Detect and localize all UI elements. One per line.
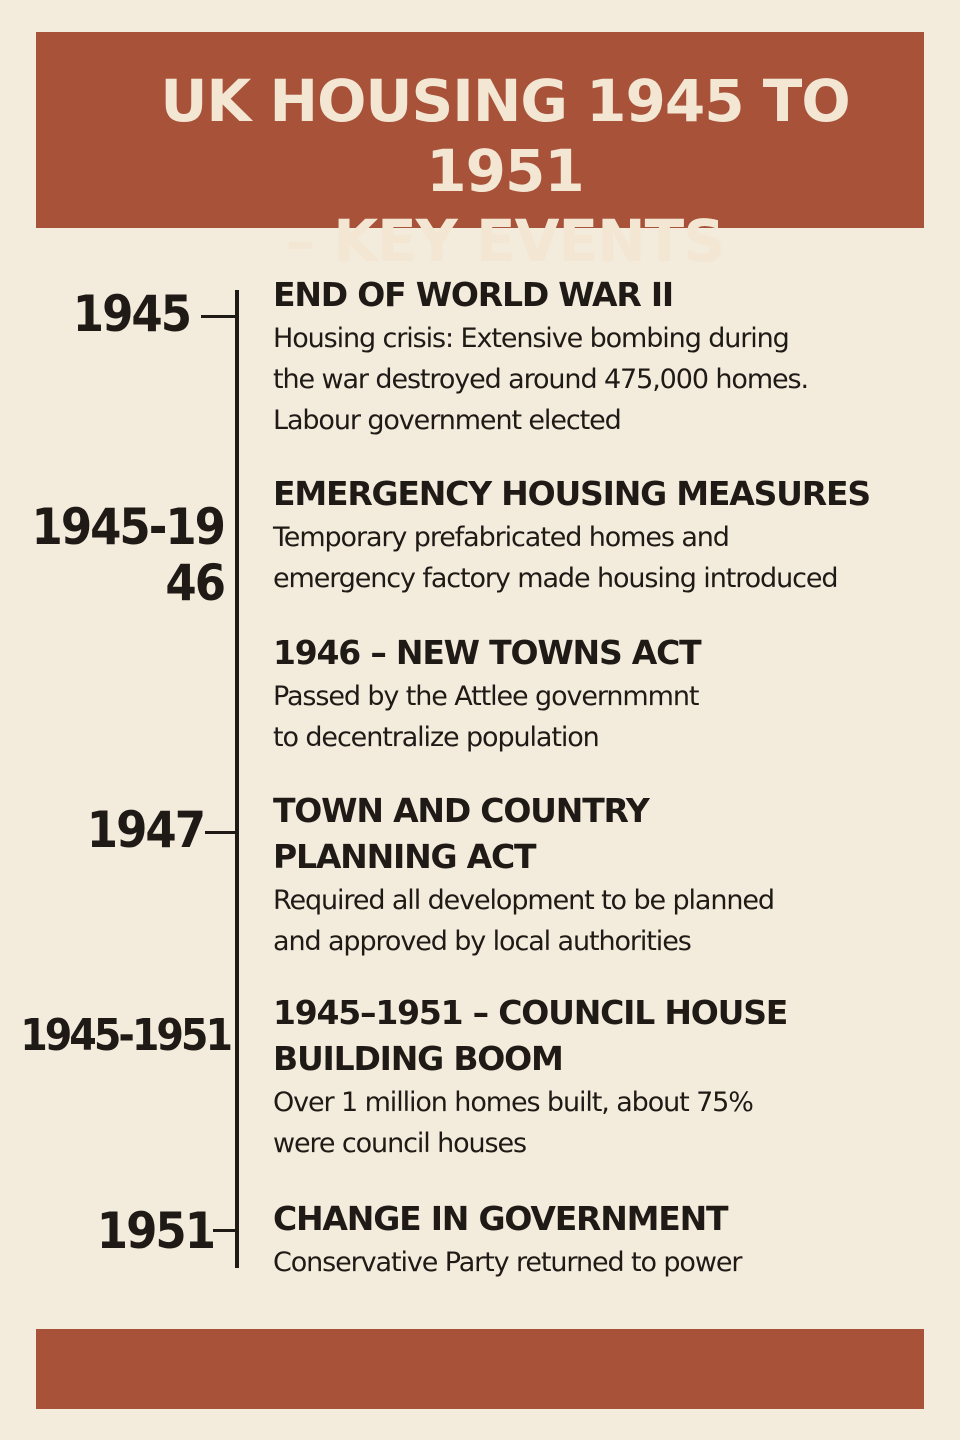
event-title bbox=[273, 990, 923, 1082]
year-label-1945: 1945 bbox=[72, 285, 190, 343]
year-label-1945-1946 bbox=[32, 499, 224, 611]
timeline-axis bbox=[235, 290, 239, 1268]
event-title: END OF WORLD WAR II bbox=[273, 275, 674, 314]
event-desc-line: Temporary prefabricated homes and bbox=[273, 522, 729, 553]
event-desc-line: Required all development to be planned bbox=[273, 885, 774, 916]
event-emergency-housing bbox=[273, 471, 923, 599]
tick-1951 bbox=[213, 1229, 237, 1232]
tick-1945 bbox=[201, 315, 237, 318]
event-title bbox=[273, 788, 923, 880]
event-title: CHANGE IN GOVERNMENT bbox=[273, 1199, 728, 1238]
event-desc-line: Housing crisis: Extensive bombing during bbox=[273, 323, 789, 354]
event-desc-line: to decentralize population bbox=[273, 722, 599, 753]
event-title-line: TOWN AND COUNTRY bbox=[273, 791, 649, 830]
page-title bbox=[110, 66, 900, 276]
event-description bbox=[273, 318, 923, 441]
event-description bbox=[273, 1242, 923, 1283]
year-label-1947: 1947 bbox=[86, 801, 204, 859]
event-desc-line: Over 1 million homes built, about 75% bbox=[273, 1087, 753, 1118]
title-line-1: UK HOUSING 1945 TO 1951 bbox=[160, 67, 850, 205]
year-label-1945-1946-line-2: 46 bbox=[165, 554, 224, 612]
event-desc-line: the war destroyed around 475,000 homes. bbox=[273, 364, 808, 395]
event-desc-line: Labour government elected bbox=[273, 405, 621, 436]
event-desc-line: emergency factory made housing introduced bbox=[273, 563, 838, 594]
year-label-1945-1946-line-1: 1945-19 bbox=[31, 498, 224, 556]
tick-1947 bbox=[205, 831, 237, 834]
event-end-of-ww2 bbox=[273, 272, 923, 441]
event-new-towns-act bbox=[273, 630, 923, 758]
footer-band bbox=[36, 1329, 924, 1409]
event-title-line: BUILDING BOOM bbox=[273, 1039, 563, 1078]
event-description bbox=[273, 880, 923, 962]
event-desc-line: Passed by the Attlee governmmnt bbox=[273, 681, 699, 712]
event-description bbox=[273, 676, 923, 758]
event-title: 1946 – NEW TOWNS ACT bbox=[273, 633, 701, 672]
event-description bbox=[273, 1082, 923, 1164]
event-desc-line: were council houses bbox=[273, 1128, 527, 1159]
event-desc-line: and approved by local authorities bbox=[273, 926, 691, 957]
event-town-country-planning-act bbox=[273, 788, 923, 962]
event-change-in-government bbox=[273, 1196, 923, 1283]
title-banner bbox=[36, 32, 924, 275]
event-description bbox=[273, 517, 923, 599]
year-label-1945-1951: 1945-1951 bbox=[20, 1010, 230, 1061]
event-title: EMERGENCY HOUSING MEASURES bbox=[273, 474, 870, 513]
title-line-2: – KEY EVENTS bbox=[286, 207, 724, 275]
event-title-line: PLANNING ACT bbox=[273, 837, 536, 876]
event-title-line: 1945–1951 – COUNCIL HOUSE bbox=[273, 993, 788, 1032]
event-desc-line: Conservative Party returned to power bbox=[273, 1247, 742, 1278]
year-label-1951: 1951 bbox=[96, 1202, 214, 1260]
event-council-house-boom bbox=[273, 990, 923, 1164]
